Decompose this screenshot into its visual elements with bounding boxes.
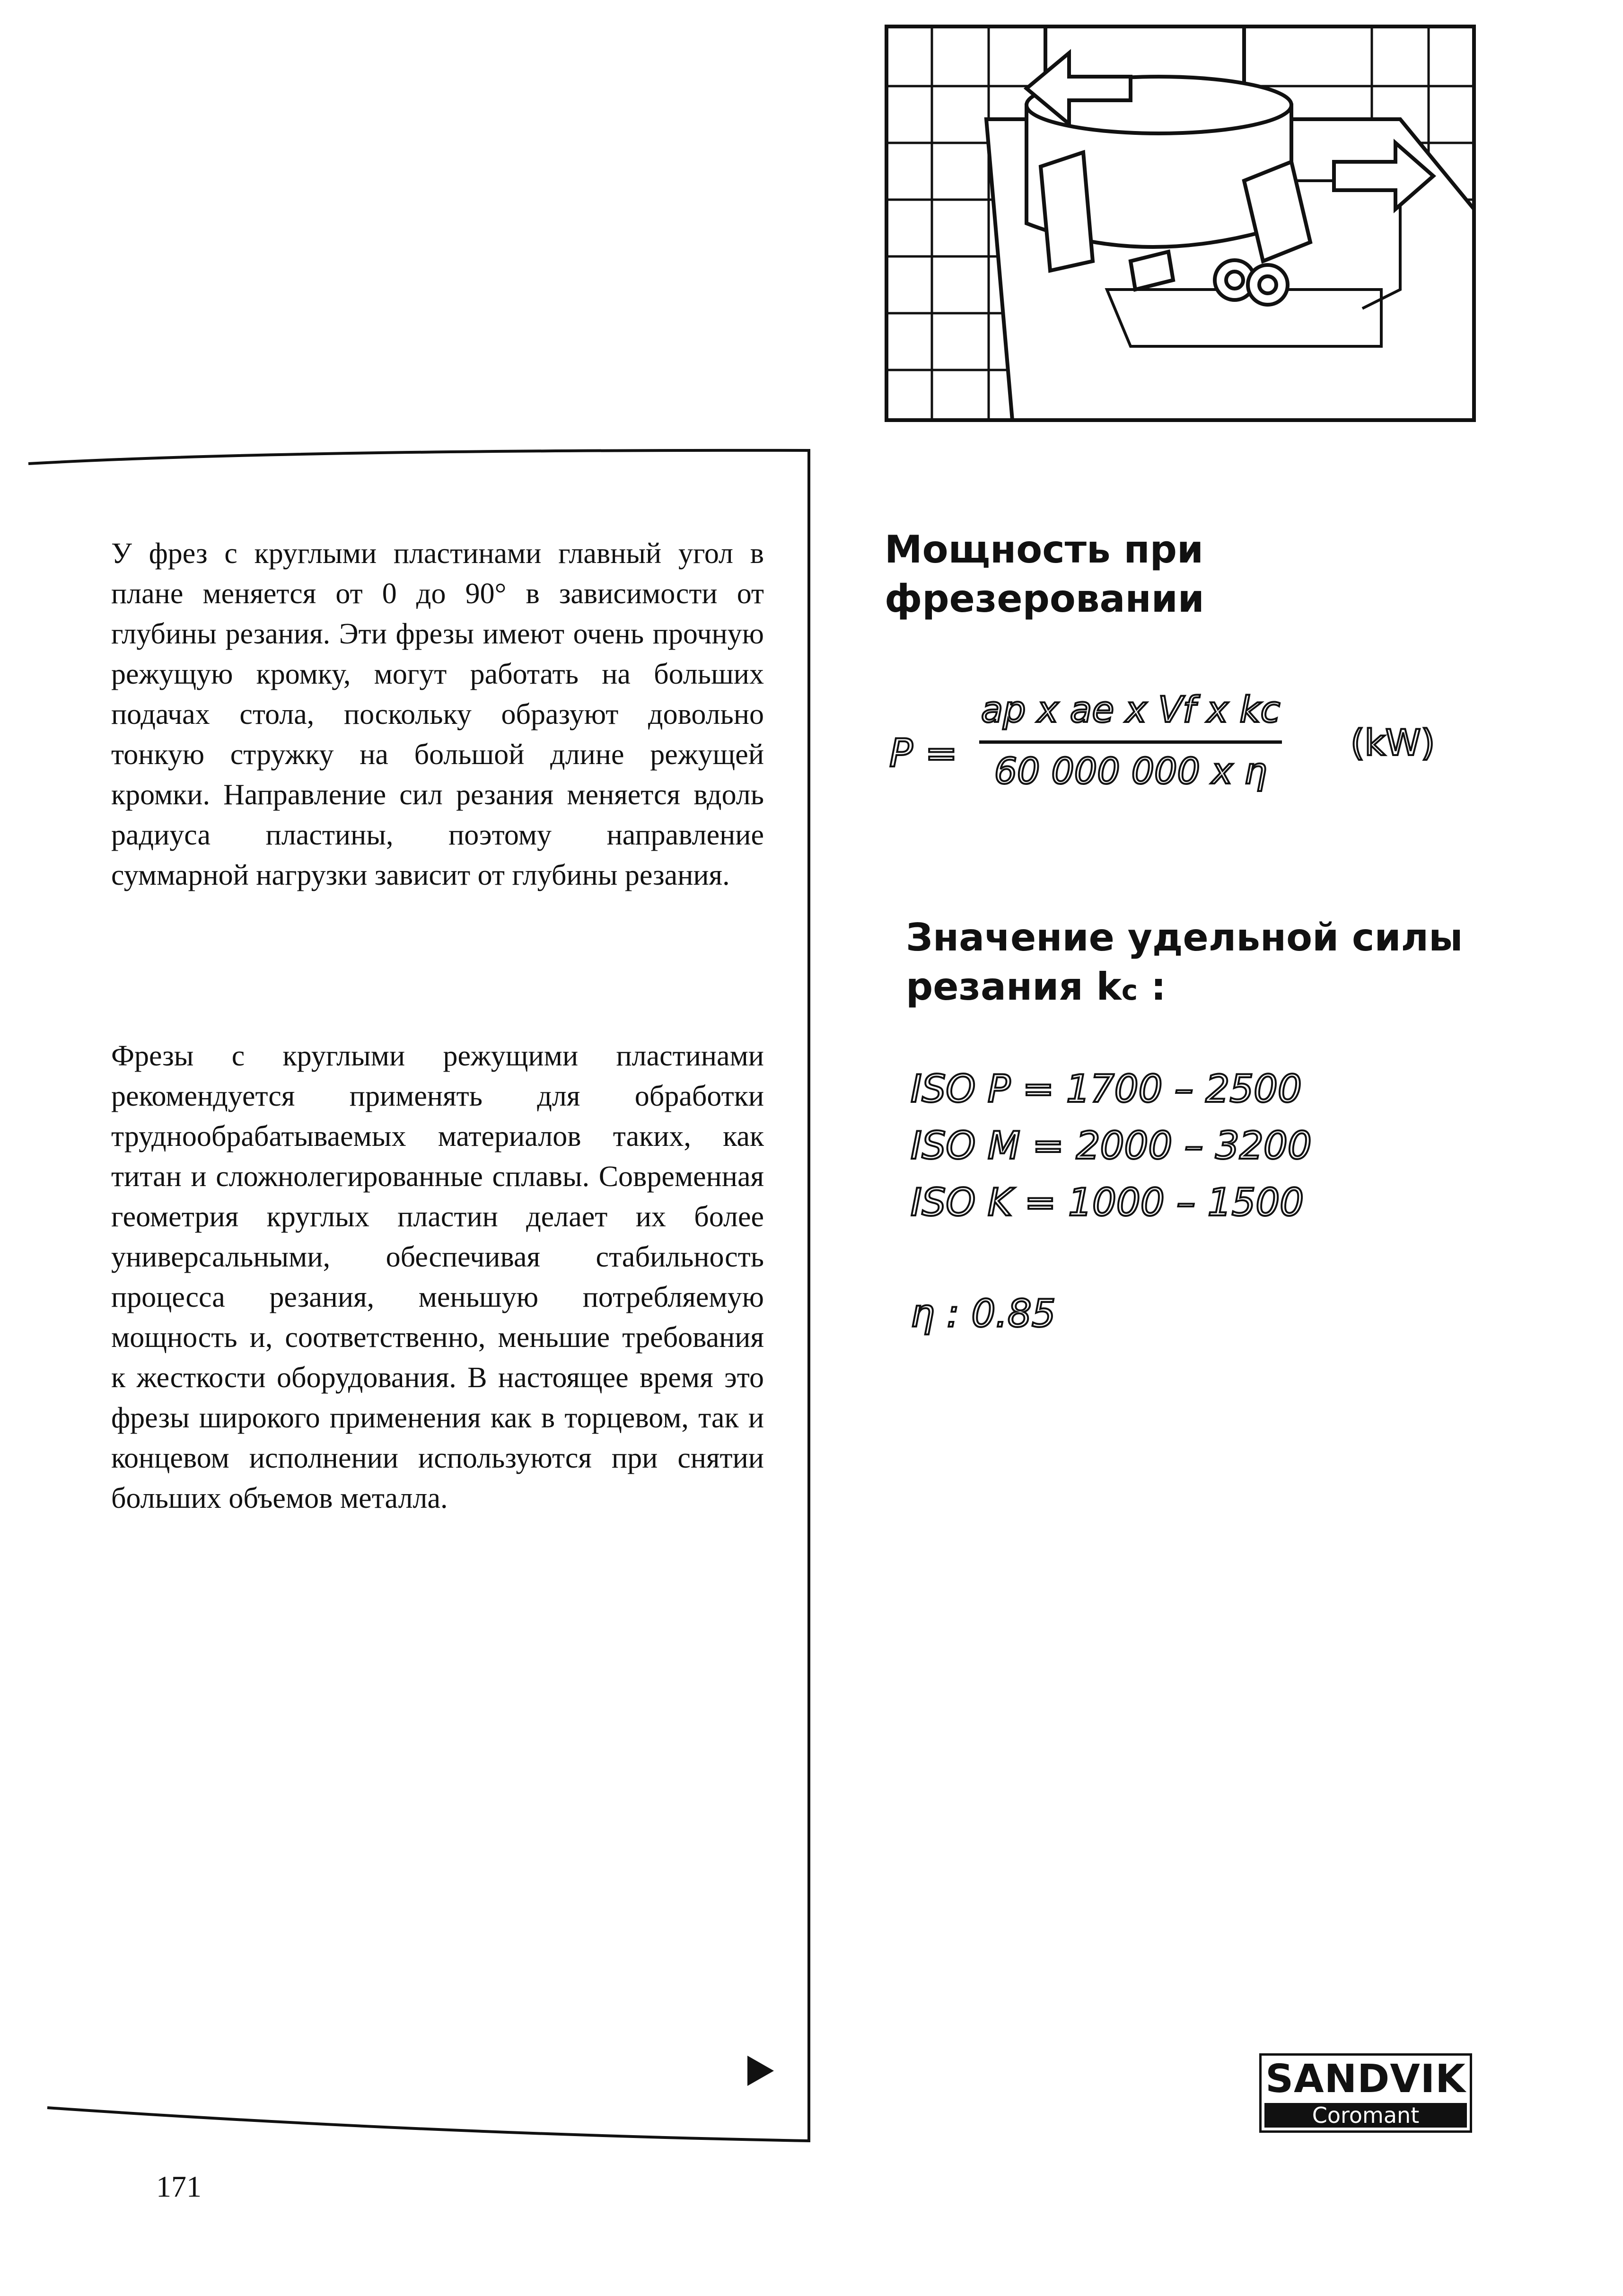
kc-heading bbox=[906, 913, 1568, 1015]
iso-k-value: ISO K = 1000 – 1500 bbox=[911, 1180, 1304, 1224]
formula-unit: (kW) bbox=[1351, 721, 1435, 764]
power-formula bbox=[889, 688, 1504, 811]
paragraph-applications: Фрезы с круглыми режущими пластинами рекомендуется применять для обработки труднообрабатываемых материалов таких, как титан и сложнолегированные сплавы. Современная геометрия круглых пластин делает их более универсальными, обеспечивая стабильность процесса резания, меньшую потребляемую мощность и, соответственно, меньшие требования к жесткости оборудования. В настоящее время это фрезы широкого применения как в торцевом, так и концевом исполнении используются при снятии больших объемов металла. bbox=[111, 1040, 764, 1514]
kc-heading-text: Значение удельной силы резания k bbox=[906, 915, 1463, 1009]
kc-heading-subscript: c bbox=[1121, 974, 1138, 1006]
kc-heading-suffix: : bbox=[1138, 965, 1166, 1009]
sandvik-coromant-logo bbox=[1259, 2053, 1472, 2133]
formula-lhs: P = bbox=[889, 731, 958, 776]
iso-p-value: ISO P = 1700 – 2500 bbox=[911, 1067, 1302, 1111]
formula-denominator: 60 000 000 x η bbox=[994, 750, 1267, 792]
milling-cutter-illustration bbox=[885, 25, 1476, 422]
eta-value: η : 0.85 bbox=[911, 1292, 1056, 1336]
fraction-bar bbox=[979, 740, 1282, 744]
paragraph-round-inserts: У фрез с круглыми пластинами главный угол в плане меняется от 0 до 90° в зависимости от глубины резания. Эти фрезы имеют очень прочную режущую кромку, могут работать на больших подачах стола, поскольку образуют довольно тонкую стружку на большой длине режущей кромки. Направление сил резания меняется вдоль радиуса пластины, поэтому направление суммарной нагрузки зависит от глубины резания. bbox=[111, 537, 764, 891]
power-heading: Мощность при фрезеровании bbox=[885, 528, 1204, 621]
logo-brand: SANDVIK bbox=[1265, 2057, 1466, 2102]
formula-numerator: ap x ae x Vf x kc bbox=[981, 688, 1281, 730]
iso-m-value: ISO M = 2000 – 3200 bbox=[911, 1124, 1312, 1168]
logo-sub-brand: Coromant bbox=[1264, 2103, 1467, 2128]
triangle-right-icon bbox=[747, 2056, 774, 2086]
page-number: 171 bbox=[156, 2170, 202, 2203]
